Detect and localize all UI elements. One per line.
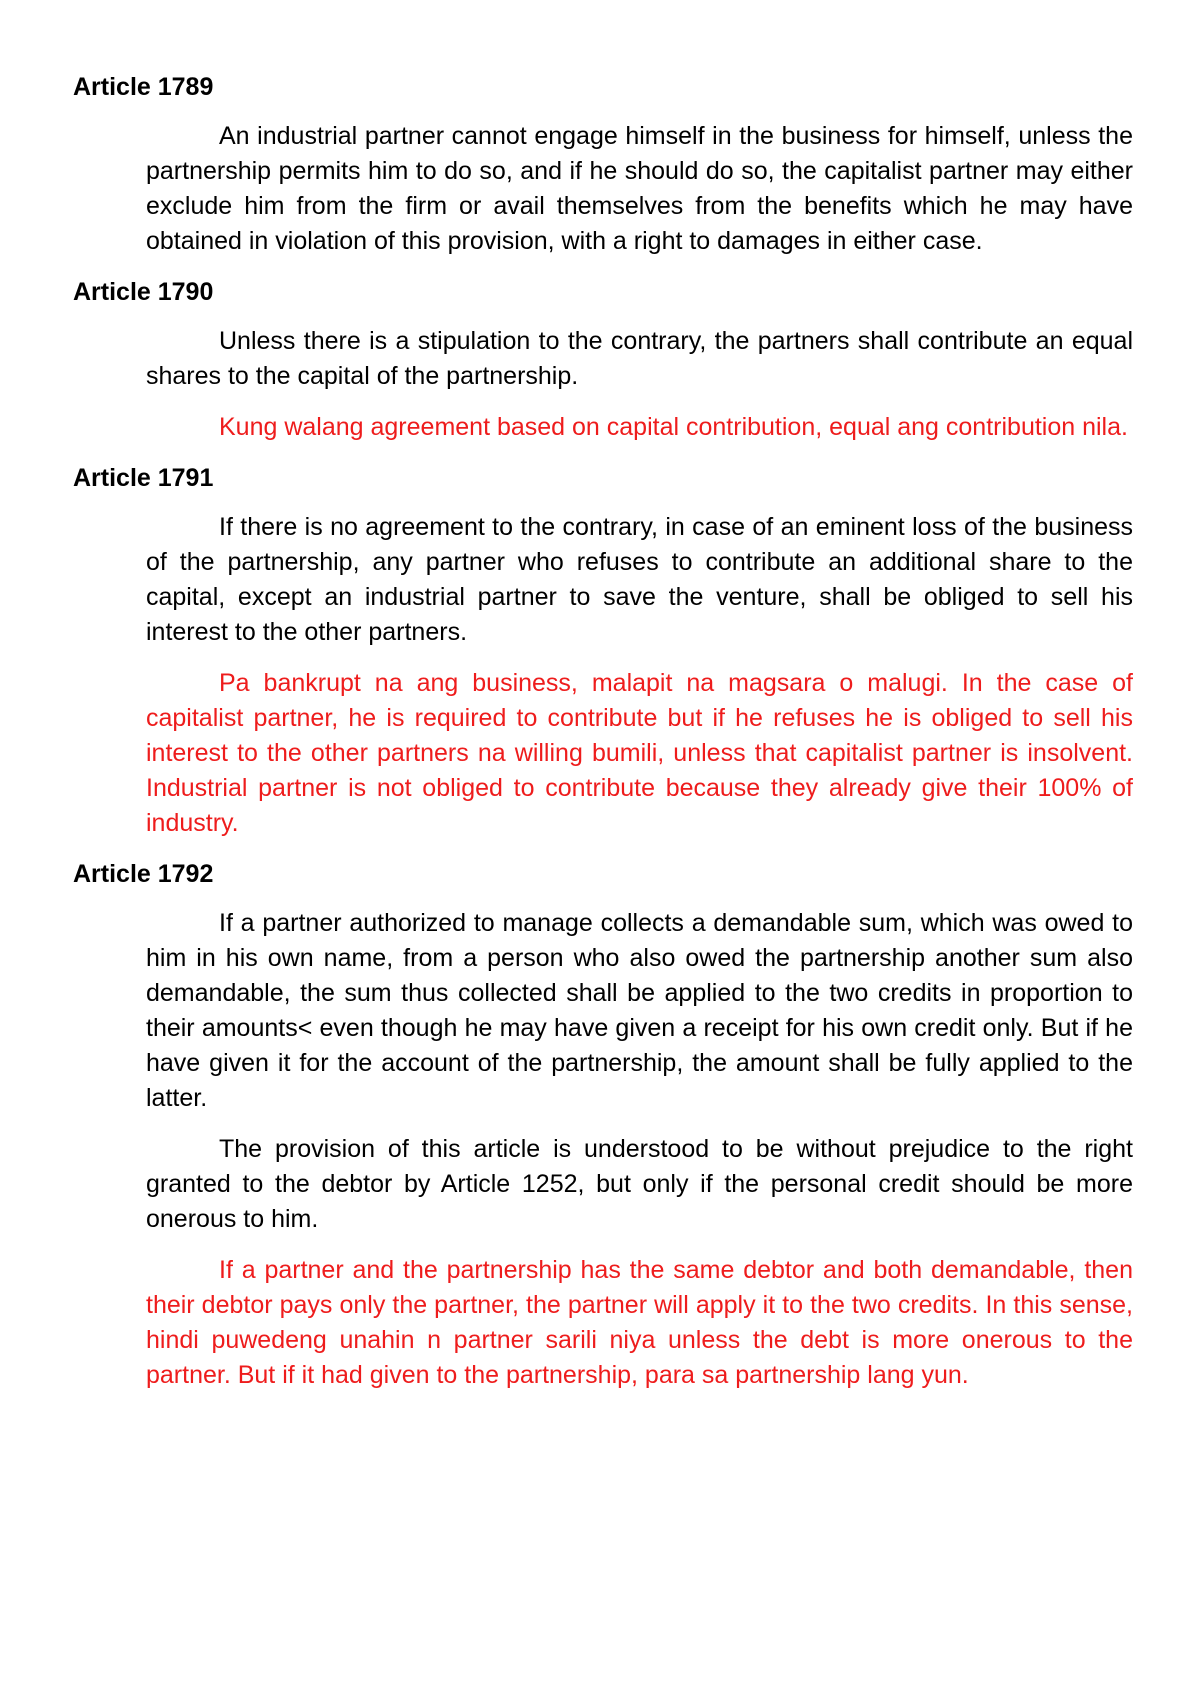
article-body-paragraph: An industrial partner cannot engage himself in the business for himself, unless the partnership permits him to do so, and if he should do so, the capitalist partner may either exclude him from the firm or avail themselves from the benefits which he may have obtained in violation of this provision, with a right to damages in either case. <box>146 122 1133 255</box>
article-note-paragraph: Kung walang agreement based on capital contribution, equal ang contribution nila. <box>219 413 1128 441</box>
article-note-paragraph: Pa bankrupt na ang business, malapit na magsara o malugi. In the case of capitalist partner, he is required to contribute but if he refuses he is obliged to sell his interest to the other partners na willing bumili, unless that capitalist partner is insolvent. Industrial partner is not obliged to contribute because they already give their 100% of industry. <box>146 669 1133 837</box>
article-note-paragraph: If a partner and the partnership has the same debtor and both demandable, then their debtor pays only the partner, the partner will apply it to the two credits. In this sense, hindi puwedeng unahin n partner sarili niya unless the debt is more onerous to the partner. But if it had given to the partnership, para sa partnership lang yun. <box>146 1256 1133 1389</box>
article-heading: Article 1789 <box>73 73 214 101</box>
article-body-paragraph: Unless there is a stipulation to the contrary, the partners shall contribute an equal shares to the capital of the partnership. <box>146 327 1133 390</box>
article-body-paragraph: If a partner authorized to manage collects a demandable sum, which was owed to him in his own name, from a person who also owed the partnership another sum also demandable, the sum thus collected shall be applied to the two credits in proportion to their amounts< even though he may have given a receipt for his own credit only. But if he have given it for the account of the partnership, the amount shall be fully applied to the latter. <box>146 909 1133 1112</box>
article-heading: Article 1790 <box>73 278 214 306</box>
article-1789 <box>73 70 1133 259</box>
article-heading: Article 1791 <box>73 464 214 492</box>
article-heading: Article 1792 <box>73 860 214 888</box>
document-content <box>73 70 1133 1409</box>
article-body-paragraph: The provision of this article is understood to be without prejudice to the right granted to the debtor by Article 1252, but only if the personal credit should be more onerous to him. <box>146 1135 1133 1233</box>
article-body-paragraph: If there is no agreement to the contrary, in case of an eminent loss of the business of the partnership, any partner who refuses to contribute an additional share to the capital, except an industrial partner to save the venture, shall be obliged to sell his interest to the other partners. <box>146 513 1133 646</box>
article-1792 <box>73 857 1133 1393</box>
article-1791 <box>73 461 1133 841</box>
article-1790 <box>73 275 1133 445</box>
